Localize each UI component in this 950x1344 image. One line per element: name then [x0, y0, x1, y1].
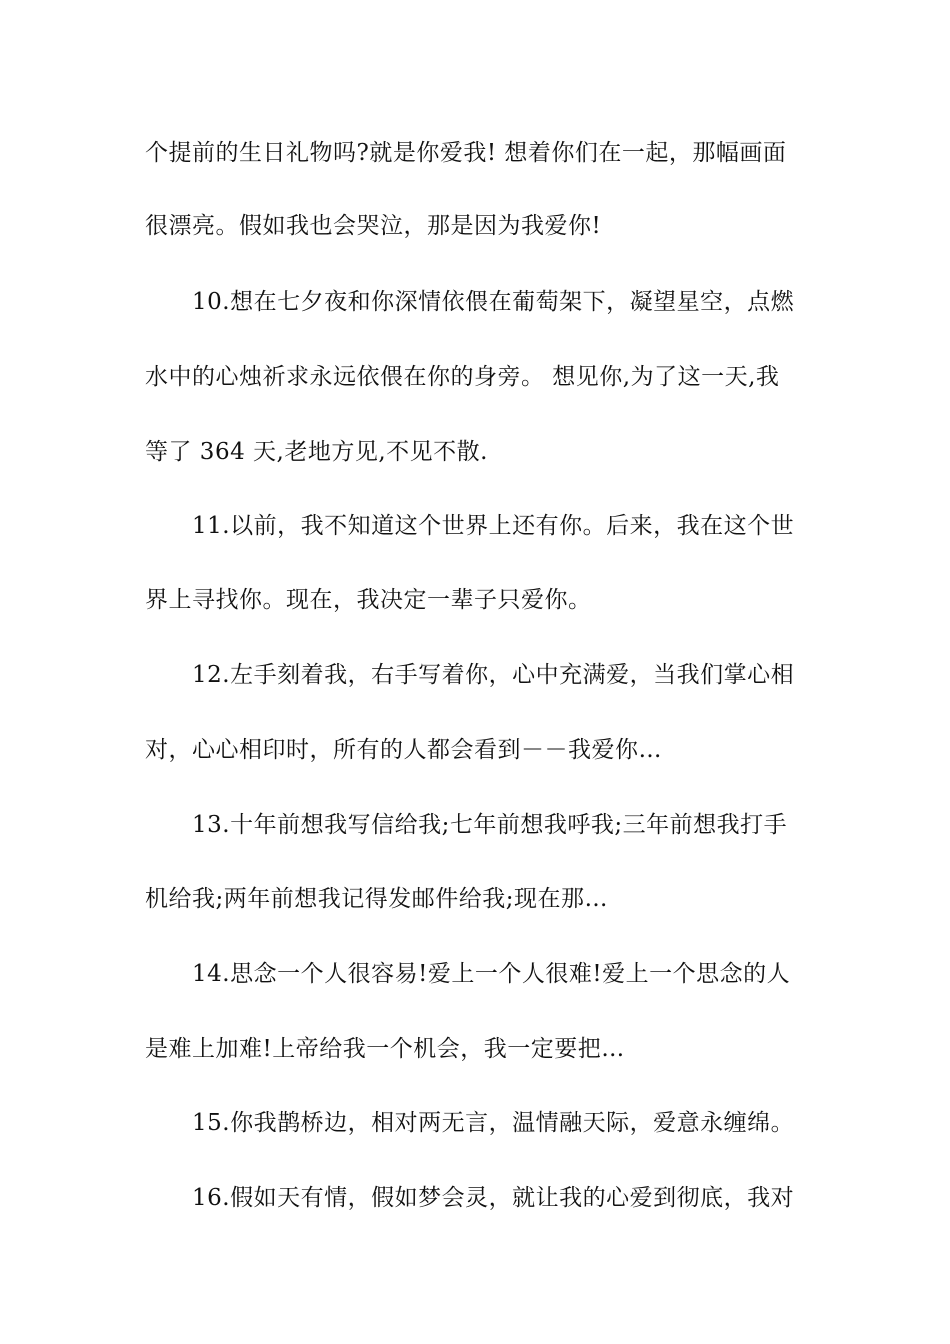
item-11-line-1: 11.以前，我不知道这个世界上还有你。后来，我在这个世	[192, 513, 795, 539]
item-11-line-2: 界上寻找你。现在，我决定一辈子只爱你。	[145, 587, 592, 613]
item-12-line-2: 对，心心相印时，所有的人都会看到－－我爱你…	[145, 737, 662, 763]
text-line-2: 很漂亮。假如我也会哭泣，那是因为我爱你!	[145, 213, 602, 239]
item-10-line-1: 10.想在七夕夜和你深情依偎在葡萄架下，凝望星空，点燃	[192, 289, 795, 315]
item-14-line-1: 14.思念一个人很容易!爱上一个人很难!爱上一个思念的人	[192, 961, 791, 987]
item-10-line-2: 水中的心烛祈求永远依偎在你的身旁。 想见你,为了这一天,我	[145, 364, 780, 390]
item-13-line-2: 机给我;两年前想我记得发邮件给我;现在那…	[145, 886, 608, 912]
item-13-line-1: 13.十年前想我写信给我;七年前想我呼我;三年前想我打手	[192, 812, 788, 838]
item-10-line-3: 等了 364 天,老地方见,不见不散.	[145, 439, 488, 465]
item-16-line-1: 16.假如天有情，假如梦会灵，就让我的心爱到彻底，我对	[192, 1185, 795, 1211]
item-12-line-1: 12.左手刻着我，右手写着你，心中充满爱，当我们掌心相	[192, 662, 795, 688]
text-line-1: 个提前的生日礼物吗?就是你爱我! 想着你们在一起，那幅画面	[145, 140, 787, 166]
item-15-line-1: 15.你我鹊桥边，相对两无言，温情融天际，爱意永缠绵。	[192, 1110, 795, 1136]
item-14-line-2: 是难上加难!上帝给我一个机会，我一定要把…	[145, 1036, 625, 1062]
